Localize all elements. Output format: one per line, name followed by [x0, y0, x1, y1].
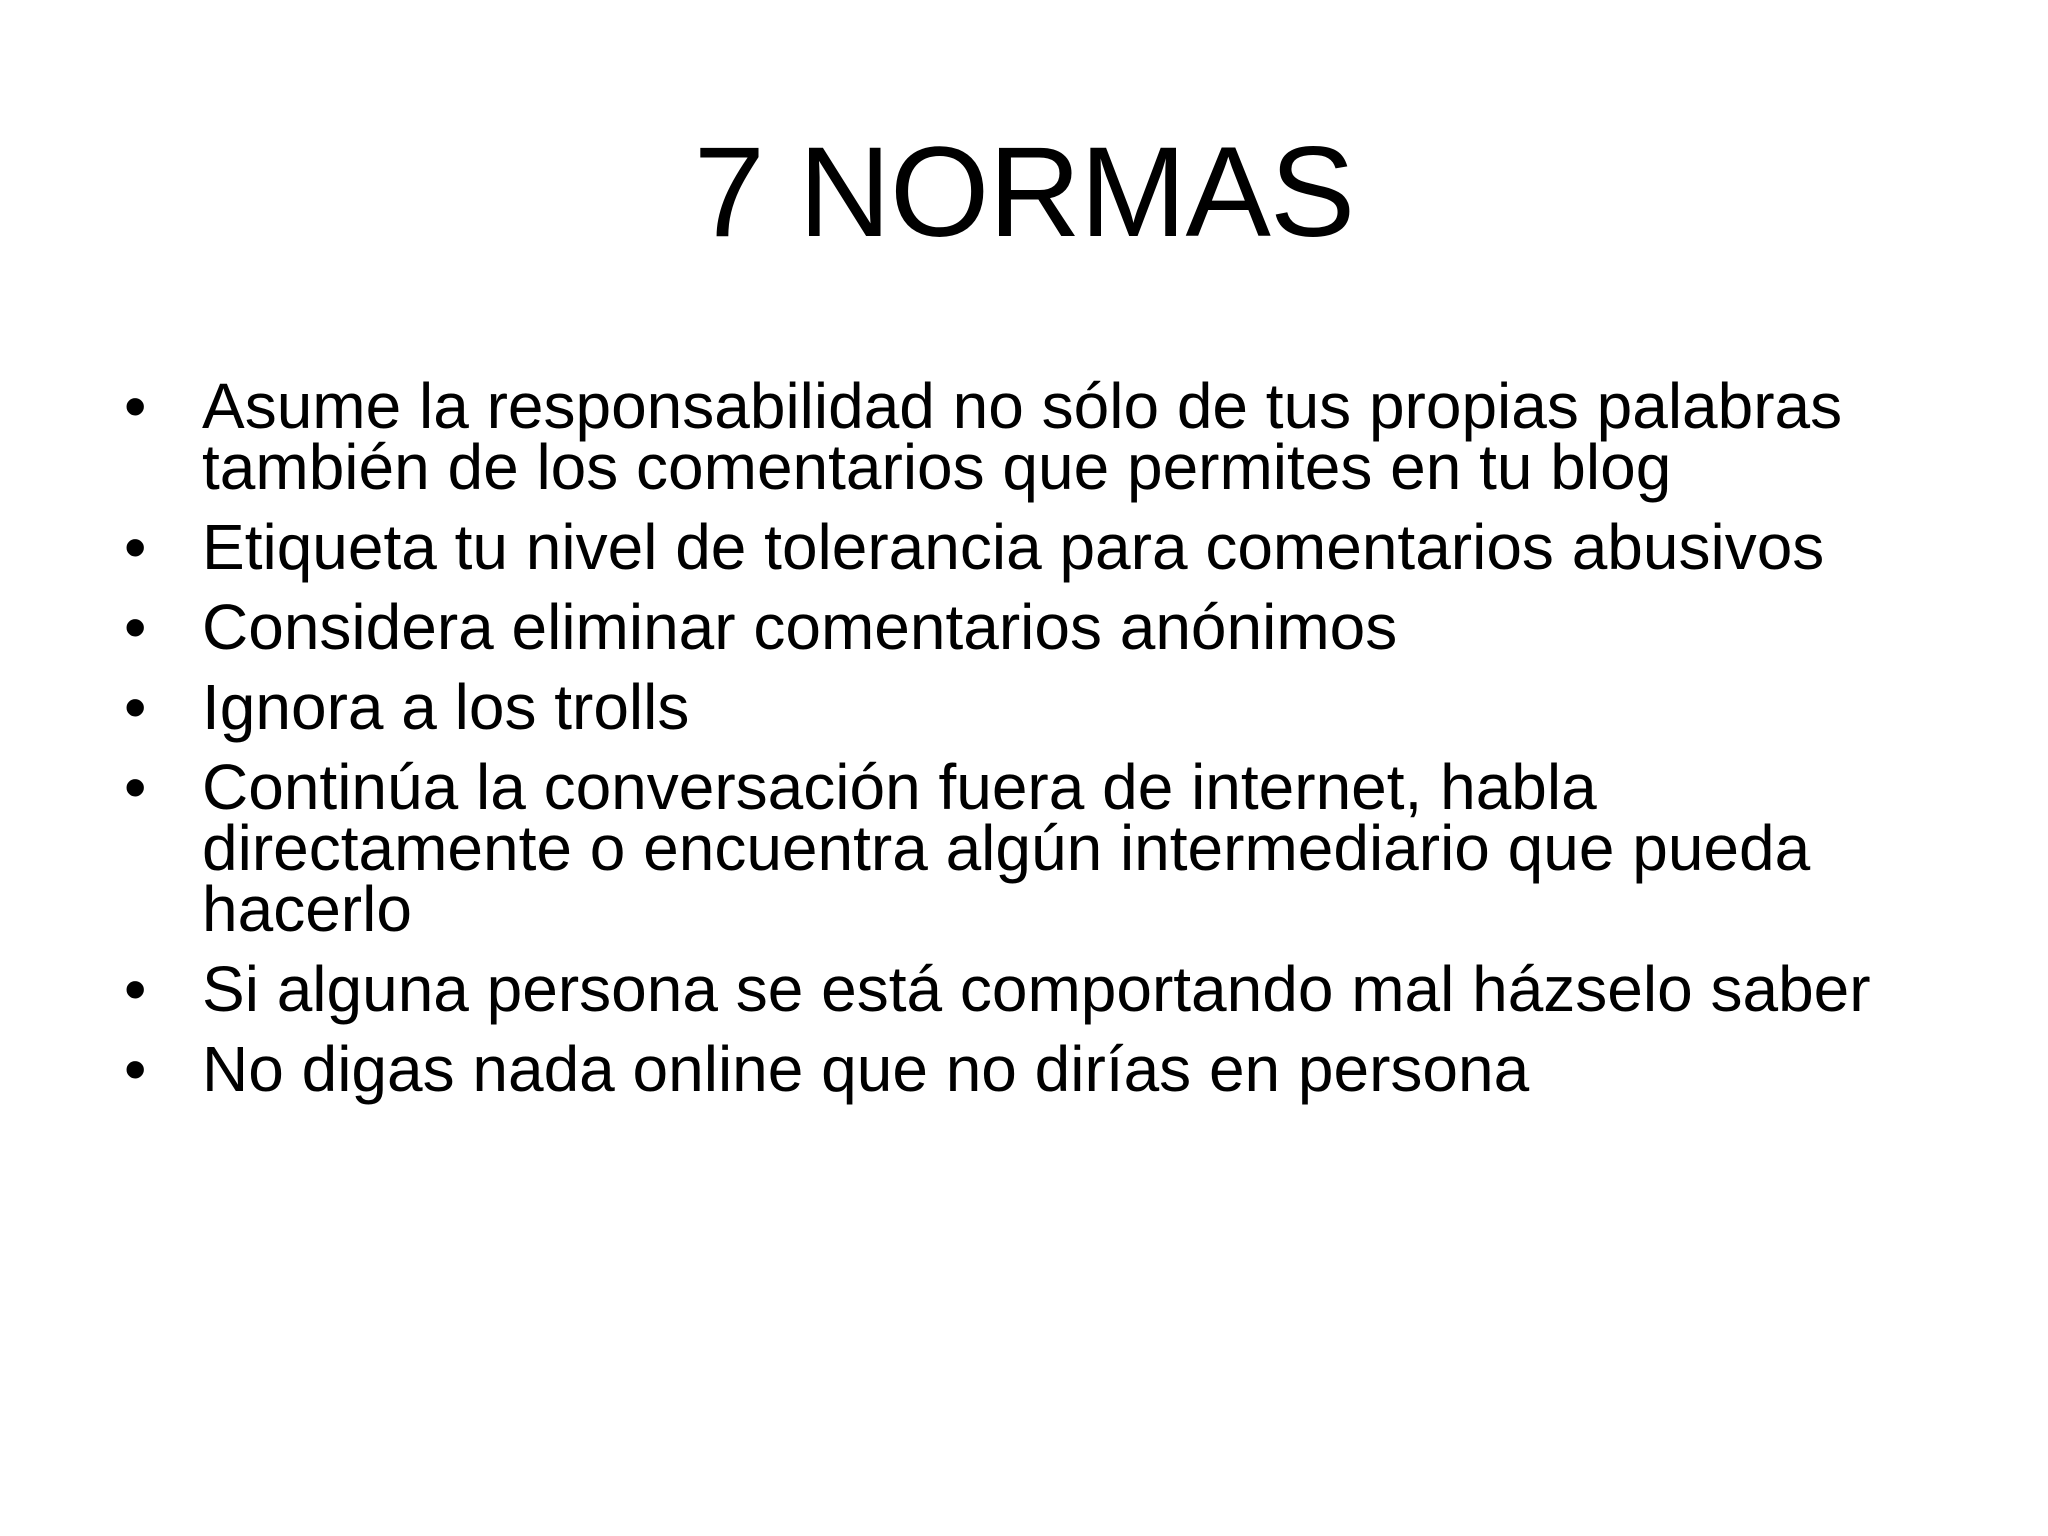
list-item-text: Si alguna persona se está comportando mal házselo saber: [202, 953, 1871, 1025]
bullet-icon: •: [124, 1033, 147, 1105]
list-item-text: No digas nada online que no dirías en persona: [202, 1033, 1530, 1105]
slide-title: 7 NORMAS: [693, 121, 1355, 264]
bullet-icon: •: [124, 671, 147, 743]
bullet-icon: •: [124, 953, 147, 1025]
bullet-icon: •: [124, 511, 147, 583]
bullet-icon: •: [124, 591, 147, 663]
list-item: [124, 591, 1974, 663]
list-item-text: Considera eliminar comentarios anónimos: [202, 591, 1398, 663]
list-item: [124, 953, 1974, 1025]
list-item-text: Etiqueta tu nivel de tolerancia para comentarios abusivos: [202, 511, 1825, 583]
list-item: [124, 1033, 1974, 1105]
list-item-text: Asume la responsabilidad no sólo de tus propias palabras también de los comentarios que permites en tu blog: [202, 370, 1843, 503]
list-item-text: Continúa la conversación fuera de internet, habla directamente o encuentra algún intermediario que pueda hacerlo: [202, 751, 1811, 945]
list-item: [124, 751, 1974, 945]
list-item: [124, 511, 1974, 583]
bullet-list: [124, 370, 1974, 1119]
bullet-icon: •: [124, 370, 147, 442]
list-item: [124, 370, 1974, 503]
bullet-icon: •: [124, 751, 147, 823]
list-item: [124, 671, 1974, 743]
list-item-text: Ignora a los trolls: [202, 671, 690, 743]
